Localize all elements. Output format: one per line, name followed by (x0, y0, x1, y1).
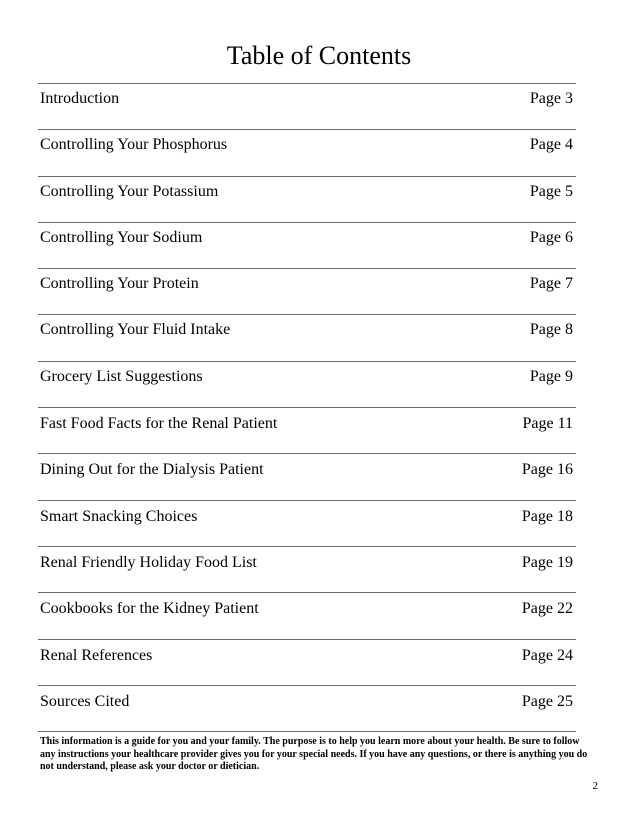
toc-entry-title: Controlling Your Sodium (40, 228, 203, 246)
toc-entry (38, 593, 576, 639)
toc-entry-page: Page 6 (529, 228, 573, 246)
disclaimer-note: This information is a guide for you and your family. The purpose is to help you learn more about your health. Be sure to follow any instructions your healthcare provider gives you for your special needs. If you have any questions, or there is anything you do not understand, please ask your doctor or dietician. (40, 736, 588, 773)
toc-entry (38, 223, 576, 269)
toc-entry (38, 177, 576, 223)
toc-entry-page: Page 16 (521, 461, 573, 479)
toc-entry-title: Controlling Your Protein (40, 275, 199, 293)
toc-entry (38, 547, 576, 593)
toc-entry-title: Renal Friendly Holiday Food List (40, 553, 257, 571)
toc-entry-title: Controlling Your Potassium (40, 182, 219, 200)
toc-entry-page: Page 22 (521, 600, 573, 618)
toc-entry-title: Sources Cited (40, 692, 130, 710)
toc-entry (38, 269, 576, 315)
toc-entry-title: Fast Food Facts for the Renal Patient (40, 415, 278, 433)
toc-entry-page: Page 4 (529, 136, 573, 154)
toc-entry-page: Page 8 (529, 321, 573, 339)
toc-entry (38, 640, 576, 686)
toc-entry-title: Controlling Your Fluid Intake (40, 321, 231, 339)
toc-entry (38, 686, 576, 732)
toc-entry-page: Page 3 (529, 90, 573, 107)
toc-entry-title: Controlling Your Phosphorus (40, 136, 228, 154)
table-of-contents (38, 83, 576, 732)
toc-entry (38, 315, 576, 361)
toc-entry-page: Page 25 (521, 692, 573, 710)
toc-entry-page: Page 24 (521, 646, 573, 664)
toc-entry-title: Renal References (40, 646, 153, 664)
toc-entry-title: Dining Out for the Dialysis Patient (40, 461, 264, 479)
toc-entry-title: Grocery List Suggestions (40, 367, 203, 385)
page-title: Table of Contents (226, 41, 412, 70)
toc-entry (38, 84, 576, 130)
toc-entry (38, 501, 576, 547)
toc-entry (38, 362, 576, 408)
toc-entry-title: Cookbooks for the Kidney Patient (40, 600, 259, 618)
toc-entry-page: Page 9 (529, 367, 573, 385)
toc-entry-page: Page 18 (521, 507, 573, 525)
toc-entry (38, 130, 576, 176)
toc-entry-title: Introduction (40, 90, 120, 107)
toc-entry-page: Page 11 (522, 415, 573, 433)
toc-entry (38, 454, 576, 500)
toc-entry (38, 408, 576, 454)
page-number: 2 (592, 780, 598, 792)
toc-entry-page: Page 5 (529, 182, 573, 200)
toc-entry-title: Smart Snacking Choices (40, 507, 198, 525)
toc-entry-page: Page 7 (529, 275, 573, 293)
toc-entry-page: Page 19 (521, 553, 573, 571)
